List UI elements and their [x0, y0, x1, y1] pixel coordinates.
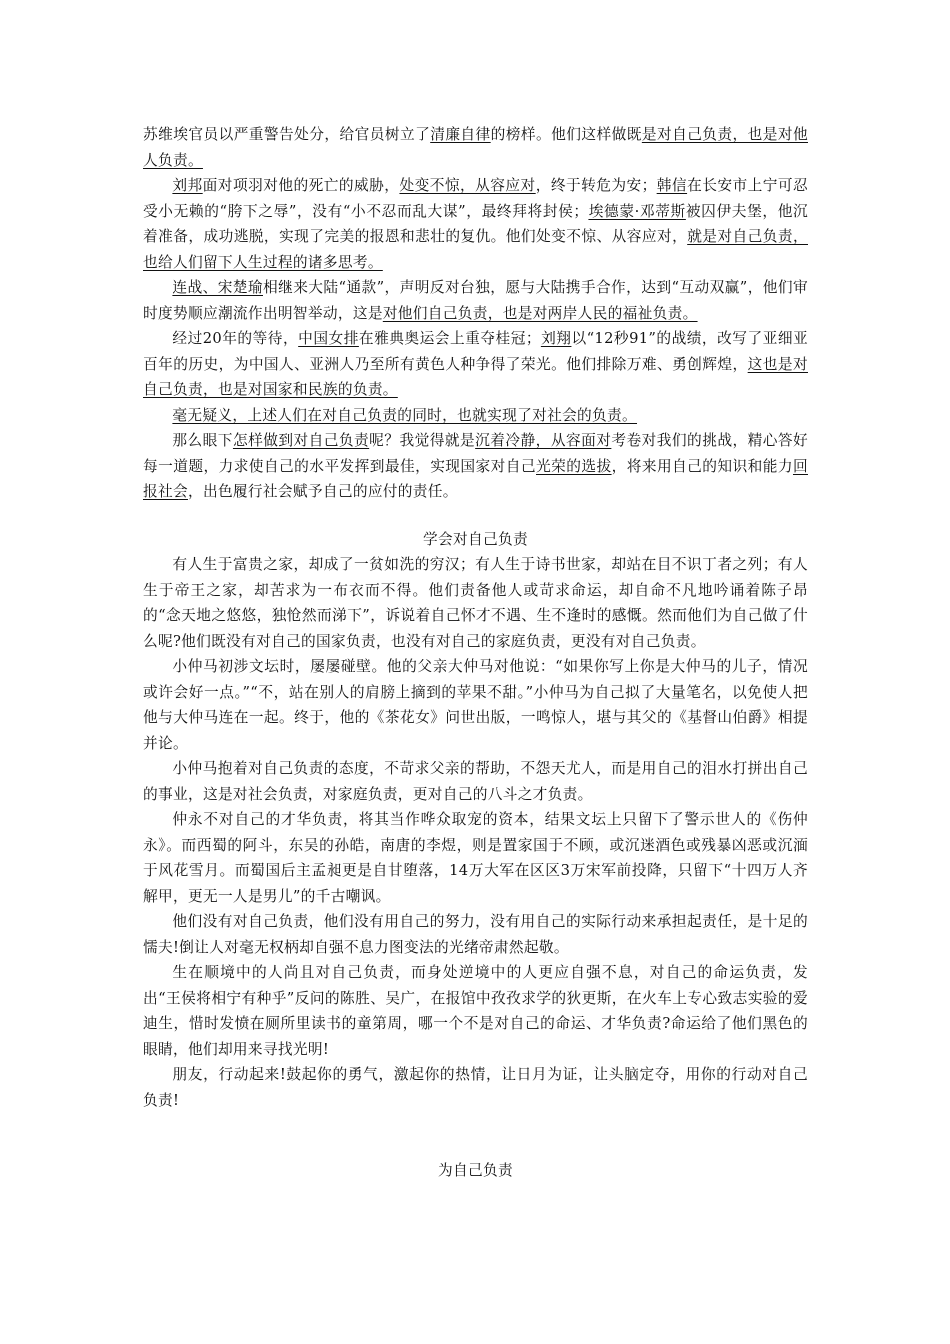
- paragraph: [143, 428, 808, 505]
- underlined-text: 韩信: [656, 177, 688, 194]
- paragraph: [143, 326, 808, 403]
- underlined-text: 清廉自律: [430, 126, 491, 143]
- underlined-text: 就是对自己负责，也给人们留下人生过程的诸多思考。: [143, 228, 808, 271]
- text-run: 面对项羽对他的死亡的威胁，: [202, 177, 400, 194]
- text-run: ，将来用自己的知识和能力: [611, 457, 793, 475]
- paragraph: [143, 122, 808, 173]
- underlined-text: 对他们自己负责，也是对两岸人民的福祉负责。: [382, 304, 698, 322]
- text-run: 那么眼下: [172, 432, 233, 449]
- text-run: 苏维埃官员以严重警告处分，给官员树立了: [143, 126, 431, 143]
- text-run: 呢？我觉得就是: [369, 432, 476, 449]
- paragraph: 小仲马初涉文坛时，屡屡碰壁。他的父亲大仲马对他说：“如果你写上你是大仲马的儿子，情况或许会好一点。”“不，站在别人的肩膀上摘到的苹果不甜。”小仲马为自己拟了大量笔名，以免使人把他与大仲马连在一起。终于，他的《茶花女》问世出版，一鸣惊人，堪与其父的《基督山伯爵》相提并论。: [143, 658, 808, 752]
- underlined-text: 毫无疑义，上述人们在对自己负责的同时，也就实现了对社会的负责。: [172, 406, 638, 424]
- paragraph: 小仲马抱着对自己负责的态度，不苛求父亲的帮助，不怨天尤人，而是用自己的泪水打拼出自己的事业，这是对社会负责，对家庭负责，更对自己的八斗之才负责。: [143, 760, 808, 803]
- paragraph: [143, 403, 808, 429]
- underlined-text: 沉着冷静，从容面对: [475, 432, 612, 449]
- underlined-text: 处变不惊，从容应对: [399, 177, 536, 194]
- text-run: 相继来大陆“通款”，声明反对台独，愿与大陆携手合作，达到“互动双赢”，他们审时度势顺应潮流作出明智举动，这是: [143, 279, 808, 322]
- paragraph: 他们没有对自己负责，他们没有用自己的努力，没有用自己的实际行动来承担起责任，是十足的懦夫!倒让人对毫无权柄却自强不息力图变法的光绪帝肃然起敬。: [143, 913, 808, 956]
- underlined-text: 连战、宋楚瑜: [172, 279, 263, 296]
- text-run: 考卷对我们的挑战，精心答好每一道题，力求使自己的水平发挥到最佳，实现国家对自己: [143, 432, 809, 475]
- section-title: 学会对自己负责: [423, 530, 528, 548]
- section-title: 为自己负责: [438, 1162, 513, 1179]
- text-run: 在长安市上宁可忍受小无赖的“胯下之辱”，没有“小不忍而乱大谋”，最终拜将封侯；: [143, 177, 809, 220]
- paragraph: 朋友，行动起来!鼓起你的勇气，激起你的热情，让日月为证，让头脑定夺，用你的行动对自己负责!: [143, 1066, 808, 1109]
- underlined-text: 这也是对自己负责，也是对国家和民族的负责。: [143, 355, 808, 398]
- text-run: 被囚伊夫堡，他沉着准备，成功逃脱，实现了完美的报恩和悲壮的复仇。他们处变不惊、从容应对，: [143, 202, 808, 245]
- text-run: 经过20年的等待，: [172, 330, 299, 347]
- underlined-text: 刘翔: [540, 330, 572, 347]
- document-body: [143, 122, 808, 1184]
- text-run: 的榜样。他们这样做既: [490, 126, 642, 143]
- text-run: 在雅典奥运会上重夺桂冠；: [358, 330, 541, 347]
- text-run: ，终于转危为安；: [535, 177, 657, 194]
- underlined-text: 中国女排: [298, 330, 359, 347]
- text-run: 以“12秒91”的战绩，改写了亚细亚百年的历史，为中国人、亚洲人乃至所有黄色人种争得了荣光。他们排除万难、勇创辉煌，: [143, 330, 809, 373]
- paragraph: 仲永不对自己的才华负责，将其当作哗众取宠的资本，结果文坛上只留下了警示世人的《伤仲永》。而西蜀的阿斗，东吴的孙皓，南唐的李煜，则是置家国于不顾，或沉迷酒色或残暴凶恶或沉湎于风花雪月。而蜀国后主孟昶更是自甘堕落，14万大军在区区3万宋军前投降，只留下“十四万人齐解甲，更无一人是男儿”的千古嘲讽。: [143, 811, 808, 905]
- underlined-text: 刘邦: [172, 177, 203, 194]
- text-run: ，出色履行社会赋予自己的应付的责任。: [187, 483, 458, 500]
- paragraph: [143, 173, 808, 275]
- paragraph: 生在顺境中的人尚且对自己负责，而身处逆境中的人更应自强不息，对自己的命运负责，发出“王侯将相宁有种乎”反问的陈胜、吴广，在报馆中孜孜求学的狄更斯，在火车上专心致志实验的爱迪生，惜时发愤在厕所里读书的童第周，哪一个不是对自己的命运、才华负责?命运给了他们黑色的眼睛，他们却用来寻找光明!: [143, 964, 808, 1058]
- paragraph: 有人生于富贵之家，却成了一贫如洗的穷汉；有人生于诗书世家，却站在目不识丁者之列；有人生于帝王之家，却苦求为一布衣而不得。他们责备他人或苛求命运，却自命不凡地吟诵着陈子昂的“念天地之悠悠，独怆然而涕下”，诉说着自己怀才不遇、生不逢时的感慨。然而他们为自己做了什么呢?他们既没有对自己的国家负责，也没有对自己的家庭负责，更没有对自己负责。: [143, 556, 808, 650]
- underlined-text: 怎样做到对自己负责: [232, 432, 370, 449]
- underlined-text: 光荣的选拔: [536, 457, 612, 475]
- underlined-text: 埃德蒙·邓蒂斯: [588, 202, 686, 220]
- paragraph: [143, 275, 808, 326]
- underlined-text: 回报社会: [143, 457, 808, 500]
- section-spacer: [143, 505, 808, 527]
- underlined-text: 是对自己负责，也是对他人负责。: [143, 126, 808, 169]
- section-spacer: [143, 1113, 808, 1158]
